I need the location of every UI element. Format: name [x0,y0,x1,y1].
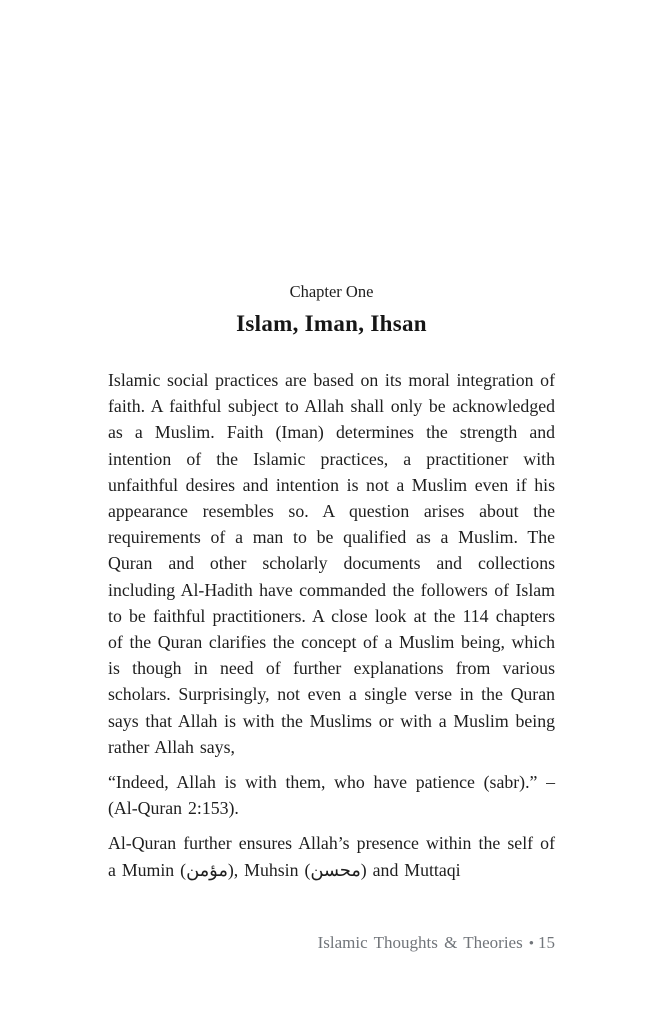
footer-page-number: 15 [538,933,555,952]
page-footer [318,933,555,953]
paragraph-quote: “Indeed, Allah is with them, who have patience (sabr).” – (Al-Quran 2:153). [108,772,555,819]
chapter-title: Islam, Iman, Ihsan [236,311,427,336]
paragraph-continuation: Al-Quran further ensures Allah’s presence within the self of a Mumin (مؤمن), Muhsin (محسن) and Muttaqi [108,833,555,880]
body-text [108,367,555,883]
paragraph-intro: Islamic social practices are based on its moral integration of faith. A faithful subject to Allah shall only be acknowledged as a Muslim. Faith (Iman) determines the strength and intention of the Islamic practices, a practitioner with unfaithful desires and intention is not a Muslim even if his appearance resembles so. A question arises about the requirements of a man to be qualified as a Muslim. The Quran and other scholarly documents and collections including Al-Hadith have commanded the followers of Islam to be faithful practitioners. A close look at the 114 chapters of the Quran clarifies the concept of a Muslim being, which is though in need of further explanations from various scholars. Surprisingly, not even a single verse in the Quran says that Allah is with the Muslims or with a Muslim being rather Allah says, [108,370,555,757]
footer-bullet-separator: • [528,936,534,952]
page-content [108,282,555,892]
chapter-label: Chapter One [289,282,374,301]
footer-book-title: Islamic Thoughts & Theories [317,933,523,952]
